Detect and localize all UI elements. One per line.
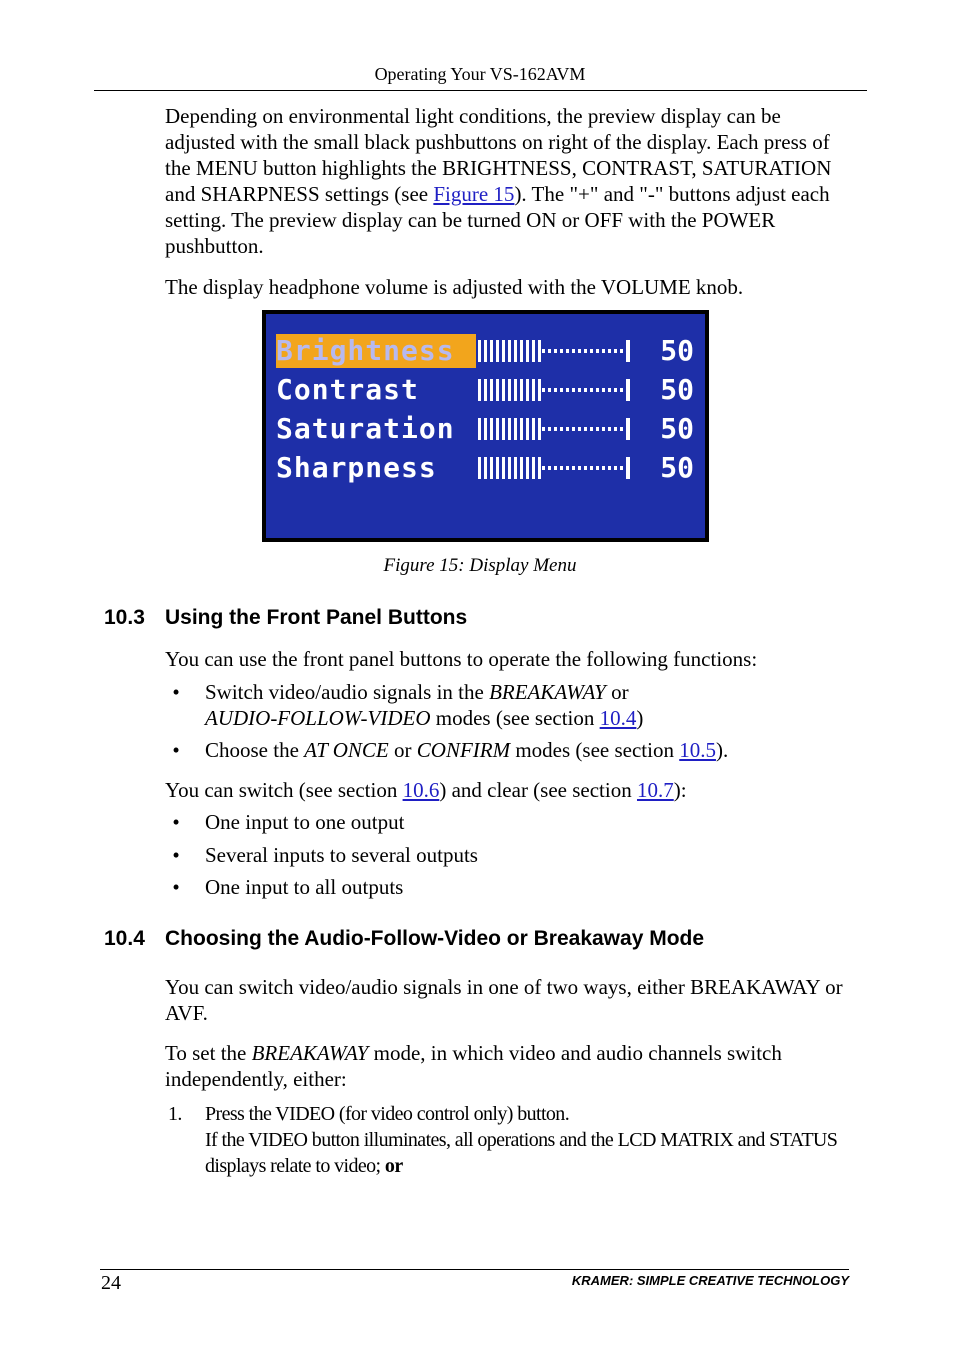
menu-row-sharpness [276,451,702,485]
text-run: You can switch (see section [165,778,403,802]
sharpness-level-bar [478,457,634,479]
text-run: or [388,738,417,762]
saturation-bar-empty [542,427,624,431]
section-10-5-link[interactable]: 10.5 [679,738,716,762]
menu-row-saturation [276,412,702,446]
numbered-step-1 [168,1101,858,1179]
figure-15-link[interactable]: Figure 15 [433,182,515,206]
bullet-dot: • [172,875,180,899]
saturation-bar-filled [478,418,542,440]
list-item [165,874,855,900]
list-item [165,737,855,763]
intro-paragraph [165,103,855,259]
mode-breakaway: BREAKAWAY [489,680,606,704]
mode-breakaway: BREAKAWAY [251,1041,369,1065]
menu-row-contrast [276,373,702,407]
breakaway-paragraph [165,1040,855,1092]
saturation-level-bar [478,418,634,440]
brightness-bar-filled [478,340,542,362]
intro-text-2: ). The "+" and "-" buttons adjust each setting. The preview display can be turned ON or OFF with the POWER pushbutton. [165,182,830,258]
footer-brand: KRAMER: SIMPLE CREATIVE TECHNOLOGY [571,1273,849,1288]
brightness-bar-empty [542,349,624,353]
mode-audio-follow-video: AUDIO-FOLLOW-VIDEO [205,706,431,730]
sharpness-bar-filled [478,457,542,479]
brightness-level-bar [478,340,634,362]
text-run: or [605,680,629,704]
header-rule [94,90,867,91]
page-number: 24 [101,1272,121,1294]
contrast-bar-empty [542,388,624,392]
volume-paragraph: The display headphone volume is adjusted with the VOLUME knob. [165,275,744,299]
menu-label-brightness: Brightness [276,334,476,368]
switch-clear-paragraph [165,777,855,803]
list-item [165,842,855,868]
bullet-text-at-once [205,737,855,763]
text-run: ) [636,706,644,730]
sharpness-bar-end [626,457,630,479]
mode-at-once: AT ONCE [304,738,389,762]
list-item-label: One input to one output [205,810,405,834]
step-text [205,1101,855,1179]
menu-label-saturation: Saturation [276,412,455,445]
display-screen [266,314,705,538]
text-run: Switch video/audio signals in the [205,680,490,704]
menu-label-contrast: Contrast [276,373,419,406]
menu-value-brightness: 50 [660,334,694,367]
section-number-10-4: 10.4 [104,927,145,950]
saturation-bar-end [626,418,630,440]
bullet-dot: • [172,738,180,762]
text-run: ) and clear (see section [439,778,637,802]
text-run: ). [715,738,729,762]
front-panel-lead: You can use the front panel buttons to operate the following functions: [165,647,758,671]
sharpness-bar-empty [542,466,624,470]
mode-confirm: CONFIRM [416,738,511,762]
text-run: To set the [165,1041,252,1065]
running-header: Operating Your VS-162AVM [374,64,586,84]
menu-label-sharpness: Sharpness [276,451,437,484]
section-heading-10-3 [104,606,467,630]
text-run: modes (see section [510,738,680,762]
bullet-dot: • [172,680,180,704]
menu-row-brightness [276,334,702,368]
avf-intro-paragraph: You can switch video/audio signals in one of two ways, either BREAKAWAY or AVF. [165,975,843,1025]
bold-or: or [384,1155,403,1177]
contrast-level-bar [478,379,634,401]
list-item [165,679,855,731]
contrast-bar-end [626,379,630,401]
section-10-7-link[interactable]: 10.7 [636,778,674,802]
text-run: Choose the [205,738,305,762]
bullet-dot: • [172,843,180,867]
section-title-10-4: Choosing the Audio-Follow-Video or Breakaway Mode [165,927,705,950]
contrast-bar-filled [478,379,542,401]
step-number: 1. [168,1103,182,1125]
list-item [165,809,855,835]
section-title-10-3: Using the Front Panel Buttons [165,606,468,629]
text-run: Press the VIDEO (for video control only) button. [205,1103,570,1125]
list-item-label: One input to all outputs [205,875,404,899]
section-number-10-3: 10.3 [104,606,145,629]
list-item-label: Several inputs to several outputs [205,843,478,867]
brightness-bar-end [626,340,630,362]
menu-value-saturation: 50 [660,412,694,445]
bullet-text-breakaway [205,679,855,731]
text-run: mode, in which video and audio channels switch independently, either: [165,1041,782,1091]
intro-text-1: Depending on environmental light conditions, the preview display can be adjusted with the small black pushbuttons on right of the display. Each press of the MENU button highlights the BRIGHTNESS, CONTRAST, SATURATION and SHARPNESS settings (see [165,104,832,206]
menu-value-contrast: 50 [660,373,694,406]
footer-rule [100,1269,849,1270]
text-run: ): [673,778,687,802]
display-menu-figure [262,310,709,542]
bullet-dot: • [172,810,180,834]
section-10-6-link[interactable]: 10.6 [402,778,440,802]
section-10-4-link[interactable]: 10.4 [599,706,637,730]
text-run: modes (see section [430,706,600,730]
text-run: If the VIDEO button illuminates, all operations and the LCD MATRIX and STATUS displays relate to video; [205,1129,838,1177]
menu-value-sharpness: 50 [660,451,694,484]
section-heading-10-4 [104,927,704,951]
figure-caption: Figure 15: Display Menu [383,555,577,576]
